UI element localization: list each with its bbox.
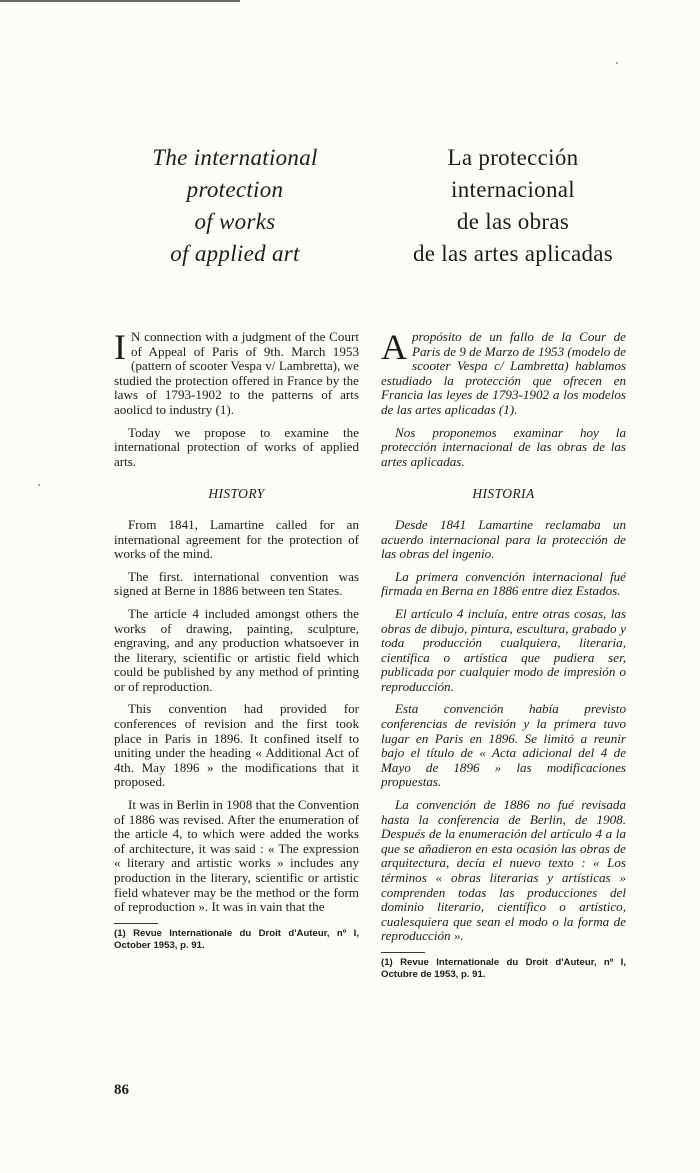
speck xyxy=(38,484,40,486)
spanish-footnote-rule xyxy=(381,952,425,953)
english-drop-cap: I xyxy=(114,327,126,367)
english-footnote: (1) Revue Internationale du Droit d'Auteur, nº I, October 1953, p. 91. xyxy=(114,927,359,951)
spanish-title-line: de las obras xyxy=(456,209,570,234)
english-intro-paragraph xyxy=(114,327,359,418)
english-title-line: of applied art xyxy=(170,241,300,266)
spanish-drop-cap: A xyxy=(381,327,407,367)
english-intro-text: N connection with a judgment of the Court of Appeal of Paris of 9th. March 1953 (pattern of scooter Vespa v/ Lambretta), we studied the protection offered in France by the laws of 1793-1902 to the patterns of arts aoolicd to industry (1). xyxy=(114,329,359,417)
speck xyxy=(616,62,618,64)
spanish-title xyxy=(388,142,638,270)
page-number: 86 xyxy=(114,1082,129,1098)
english-title-line: The international xyxy=(152,145,318,170)
spanish-intro-text: propósito de un fallo de la Cour de Paris de 9 de Marzo de 1953 (modelo de scooter Vespa c/ Lambretta) hablamos estudiado la protección que ofrecen en Francia las leyes de 1793-1902 a los modelos de las artes aplicadas (1). xyxy=(381,329,626,417)
spanish-title-line: de las artes aplicadas xyxy=(412,241,614,266)
spanish-paragraph: Esta convención había previsto conferencias de revisión y la primera tuvo lugar en Paris en 1896. Se limitó a reunir bajo el título de « Acta adicional del 4 de Mayo de 1896 » las modificaciones propuestas. xyxy=(381,701,626,790)
english-title-line: protection xyxy=(186,177,284,202)
top-edge-rule xyxy=(0,0,240,2)
spanish-paragraph: Desde 1841 Lamartine reclamaba un acuerdo internacional para la protección de las obras del ingenio. xyxy=(381,516,626,562)
english-title xyxy=(120,142,350,270)
english-footnote-rule xyxy=(114,923,158,924)
english-section-heading: HISTORY xyxy=(208,486,265,502)
spanish-section-heading: HISTORIA xyxy=(472,486,535,502)
english-column xyxy=(114,327,359,952)
english-paragraph: From 1841, Lamartine called for an international agreement for the protection of works of the mind. xyxy=(114,516,359,562)
english-title-line: of works xyxy=(194,209,276,234)
english-intro-paragraph-2: Today we propose to examine the international protection of works of applied arts. xyxy=(114,424,359,469)
spanish-paragraph: La primera convención internacional fué firmada en Berna en 1886 entre diez Estados. xyxy=(381,568,626,599)
spanish-title-line: La protección xyxy=(447,145,579,170)
spanish-intro-paragraph xyxy=(381,327,626,418)
spanish-title-line: internacional xyxy=(451,177,575,202)
english-paragraph: It was in Berlin in 1908 that the Convention of 1886 was revised. After the enumeration of the article 4, to which were added the works of architecture, it was said : « The expression « literary and artistic works » includes any production in the literary, scientific or artistic field whatever may be the method or the form of reproduction ». It was in vain that the xyxy=(114,797,359,915)
spanish-footnote: (1) Revue Internationale du Droit d'Auteur, nº I, Octubre de 1953, p. 91. xyxy=(381,956,626,980)
english-paragraph: The article 4 included amongst others the works of drawing, painting, sculpture, engraving, and any production whatsoever in the literary, scientific or artistic field which could be published by any method of printing or of reproduction. xyxy=(114,605,359,694)
english-paragraph: This convention had provided for conferences of revision and the first took place in Paris in 1896. It confined itself to uniting under the heading « Additional Act of 4th. May 1896 » the modifications that it proposed. xyxy=(114,701,359,790)
spanish-paragraph: El artículo 4 incluía, entre otras cosas, las obras de dibujo, pintura, escultura, grabado y toda producción cualquiera, literaria, científica o artística que pudiera ser, publicada por cualquier modo de impresión o reproducción. xyxy=(381,605,626,694)
spanish-column xyxy=(381,327,626,981)
spanish-intro-paragraph-2: Nos proponemos examinar hoy la protección internacional de las obras de las artes aplicadas. xyxy=(381,424,626,469)
spanish-paragraph: La convención de 1886 no fué revisada hasta la conferencia de Berlin, de 1908. Después de la enumeración del artículo 4 a la que se añadieron en esta ocasión las obras de arquitectura, decía el nuevo texto : « Los términos « obras literarias y artísticas » comprenden todas las producciones del dominio literario, científico o artístico, cualesquiera que sean el modo o la forma de reproducción ». xyxy=(381,797,626,944)
english-paragraph: The first. international convention was signed at Berne in 1886 between ten States. xyxy=(114,568,359,599)
